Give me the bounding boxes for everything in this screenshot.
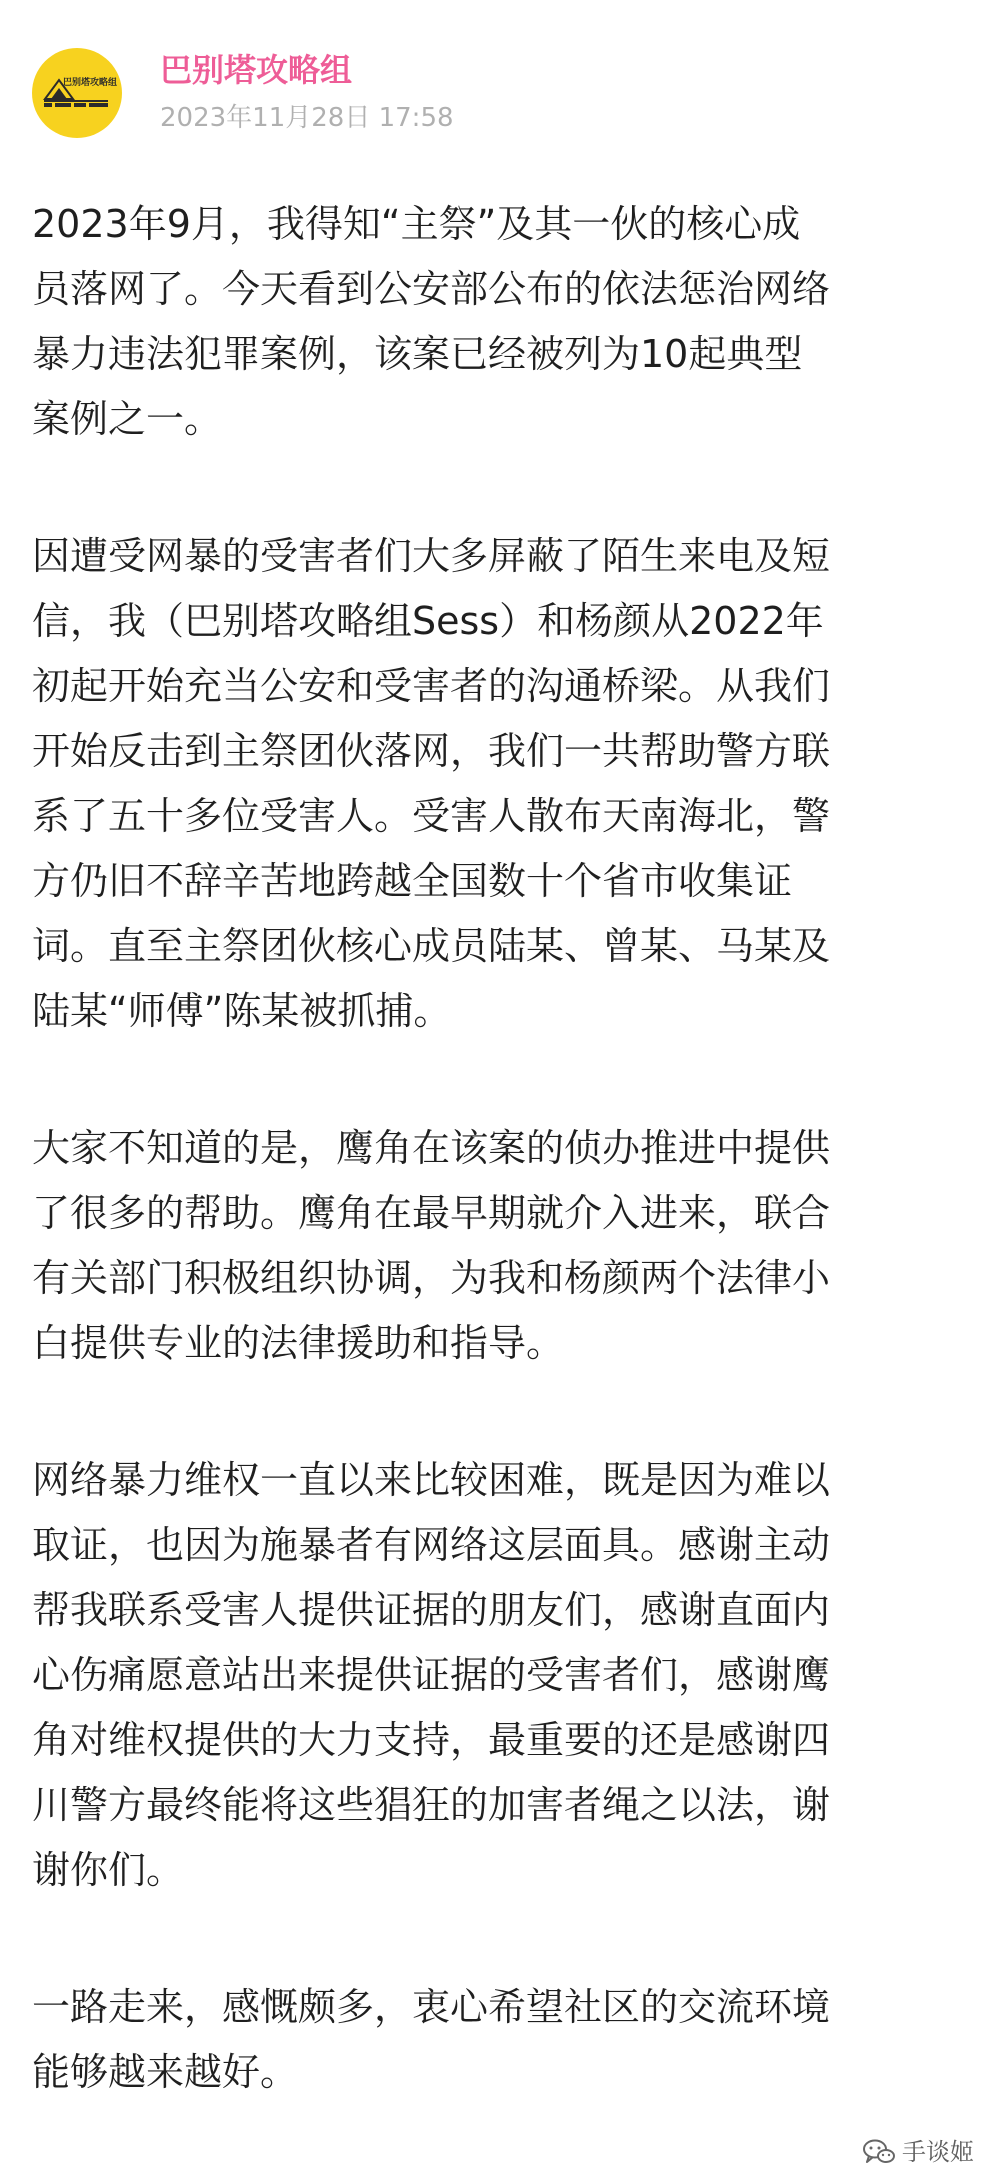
wechat-icon: [862, 2138, 896, 2166]
source-watermark: [862, 2134, 974, 2170]
post-header: [32, 44, 952, 144]
avatar-logo-text: 巴别塔攻略组: [63, 78, 118, 88]
paragraph-3: 大家不知道的是，鹰角在该案的侦办推进中提供 了很多的帮助。鹰角在最早期就介入进来，联合 有关部门积极组织协调，为我和杨颜两个法律小 白提供专业的法律援助和指导。: [32, 1126, 831, 1365]
post-content: [32, 192, 962, 2105]
paragraph-2: 因遭受网暴的受害者们大多屏蔽了陌生来电及短 信，我（巴别塔攻略组Sess）和杨颜从2022年 初起开始充当公安和受害者的沟通桥梁。从我们 开始反击到主祭团伙落网，我们一共帮助警方联 系了五十多位受害人。受害人散布天南海北，警 方仍旧不辞辛苦地跨越全国数十个省市收集证 词。直至主祭团伙核心成员陆某、曾某、马某及 陆某“师傅”陈某被抓捕。: [32, 534, 831, 1033]
author-name[interactable]: 巴别塔攻略组: [160, 51, 353, 89]
watermark-text: 手谈姬: [902, 2138, 974, 2166]
avatar[interactable]: [32, 48, 122, 138]
paragraph-1: 2023年9月，我得知“主祭”及其一伙的核心成 员落网了。今天看到公安部公布的依法惩治网络 暴力违法犯罪案例，该案已经被列为10起典型 案例之一。: [32, 202, 831, 441]
paragraph-5: 一路走来，感慨颇多，衷心希望社区的交流环境 能够越来越好。: [32, 1985, 831, 2094]
paragraph-4: 网络暴力维权一直以来比较困难，既是因为难以 取证，也因为施暴者有网络这层面具。感谢主动 帮我联系受害人提供证据的朋友们，感谢直面内 心伤痛愿意站出来提供证据的受害者们，感谢鹰 角对维权提供的大力支持，最重要的还是感谢四 川警方最终能将这些猖狂的加害者绳之以法，谢 谢你们。: [32, 1458, 831, 1892]
post-timestamp: 2023年11月28日 17:58: [160, 103, 454, 133]
avatar-logo: [42, 77, 118, 109]
